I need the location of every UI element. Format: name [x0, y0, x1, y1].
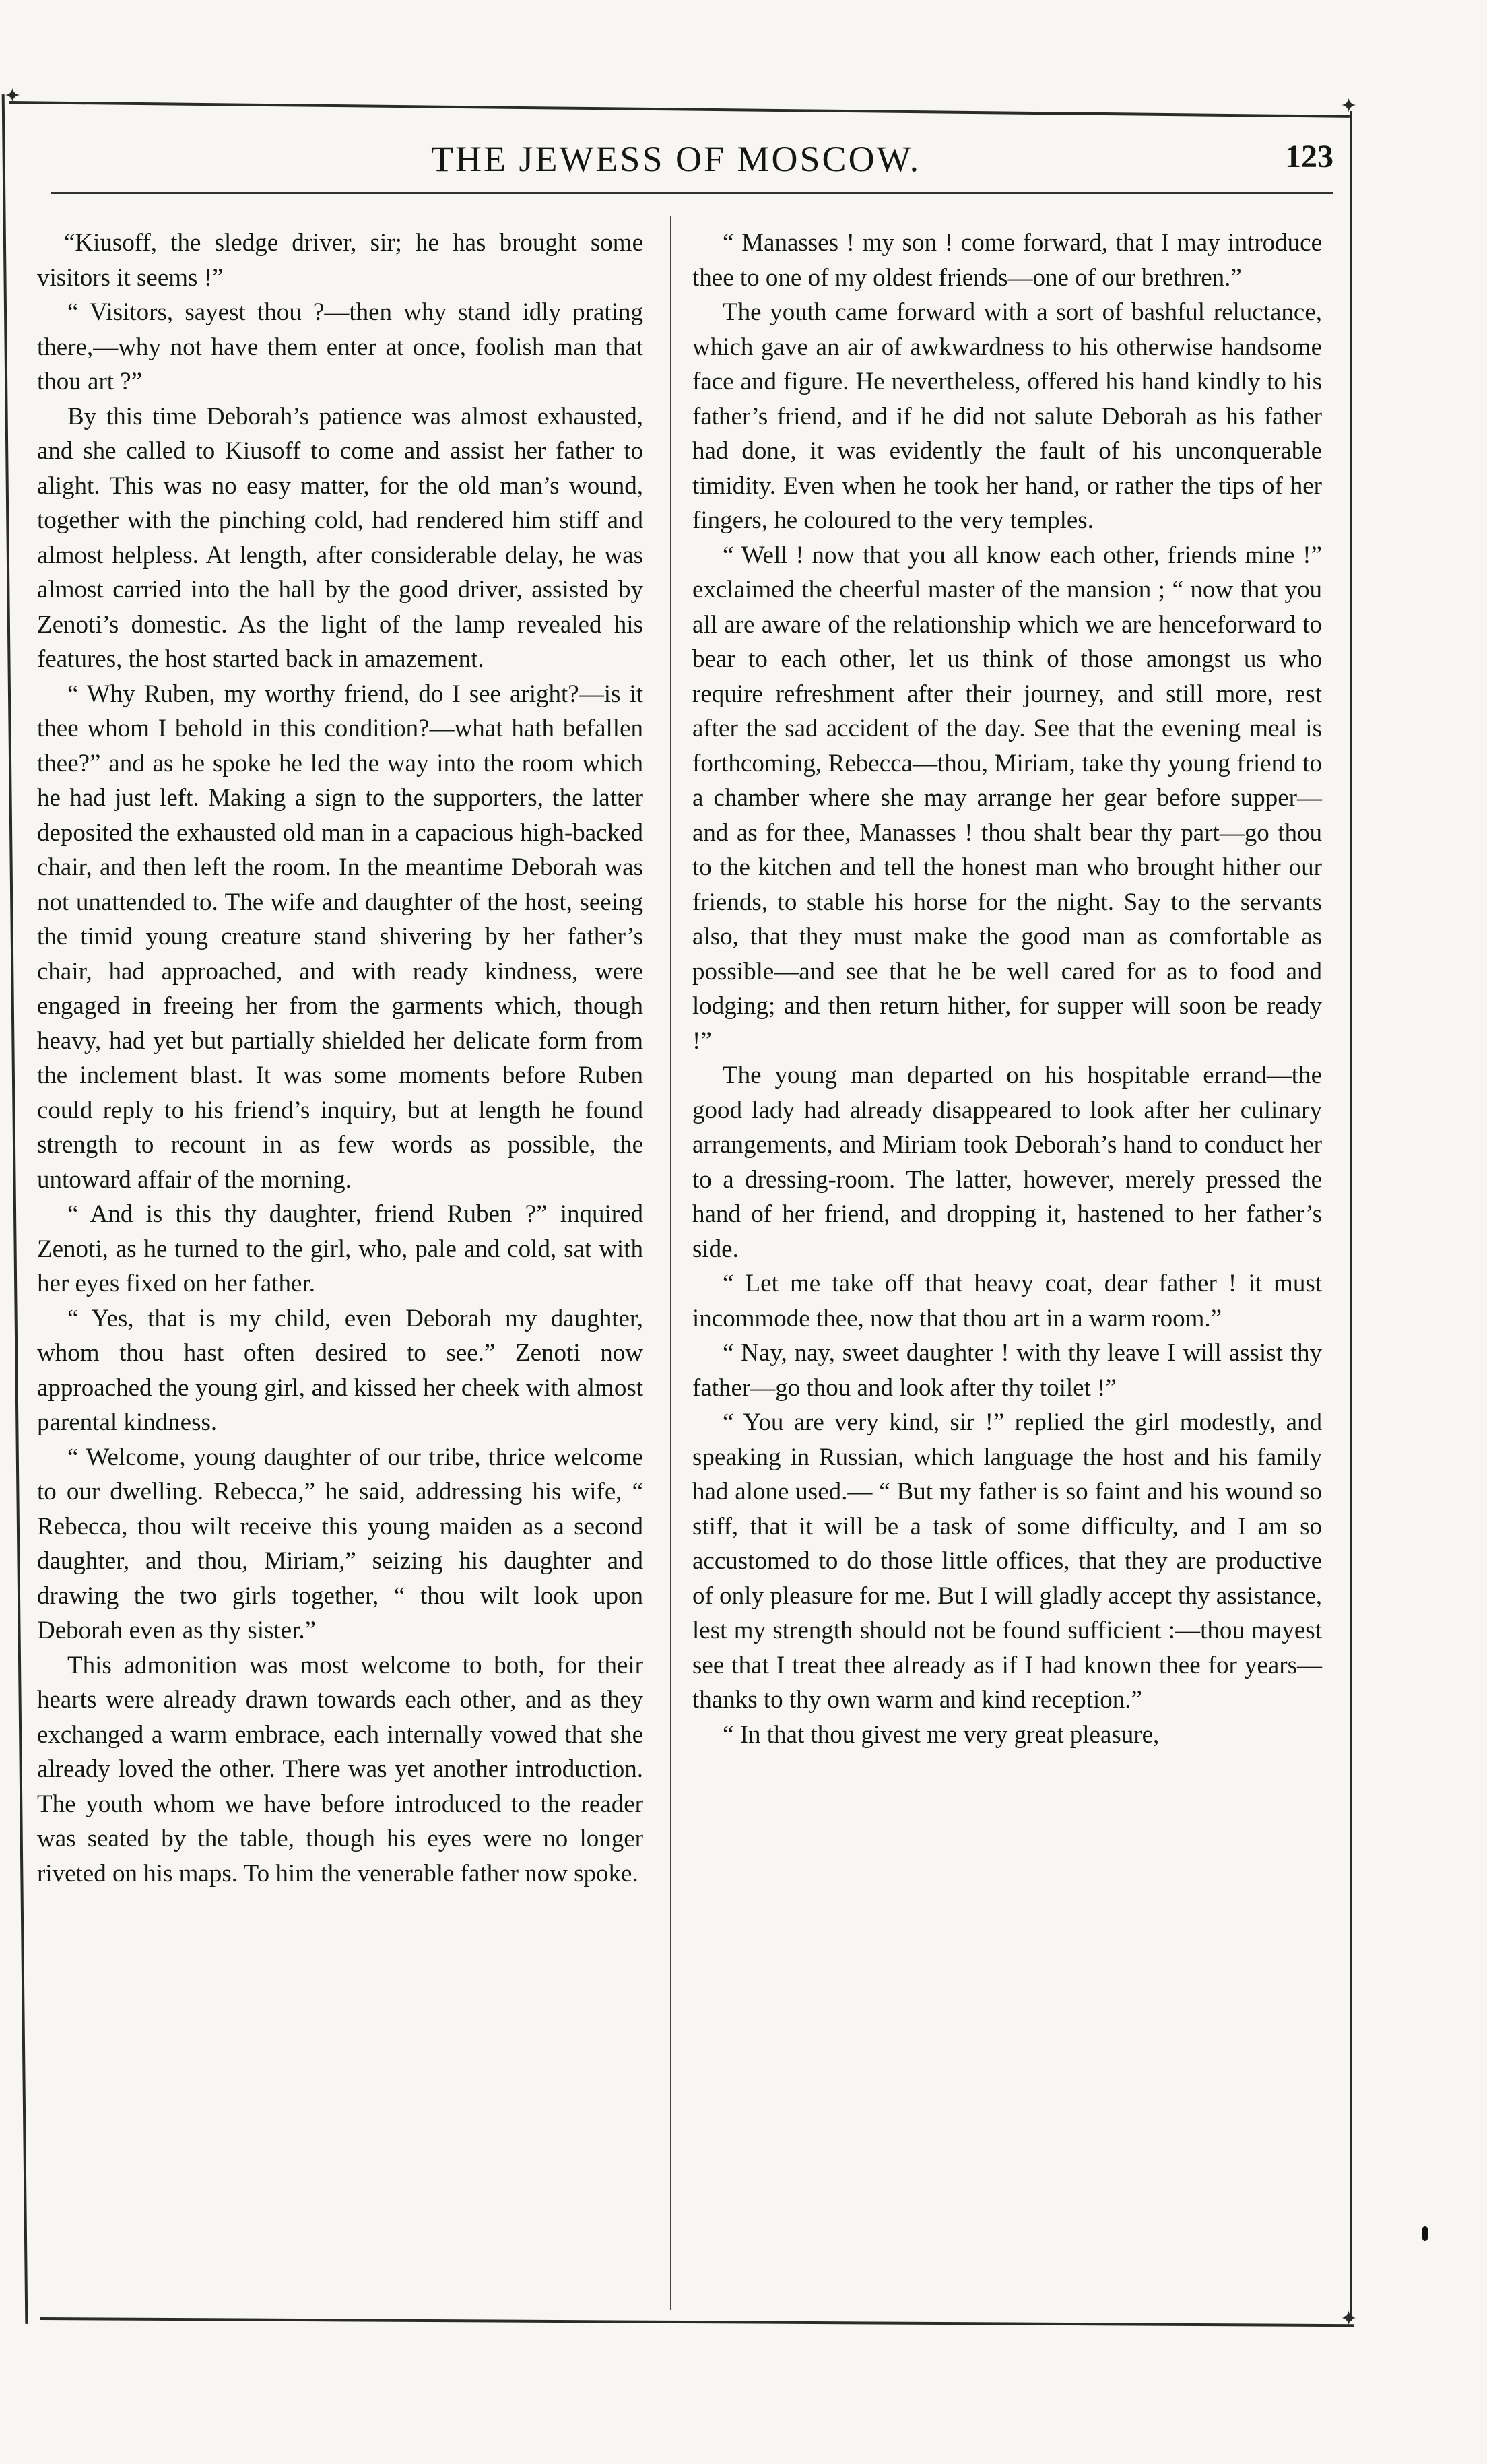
paragraph: “ Nay, nay, sweet daughter ! with thy leave I will assist thy father—go thou and look after thy toilet !” — [692, 1339, 1322, 1402]
page-border-right — [1350, 111, 1352, 2321]
paragraph: The youth came forward with a sort of bashful reluctance, which gave an air of awkwardness to his otherwise handsome face and figure. He nevertheless, offered his hand kindly to his father’s friend, and if he did not salute Deborah as his father had done, it was evidently the fault of his unconquerable timidity. Even when he took her hand, or rather the tips of her fingers, he coloured to the very temples. — [692, 298, 1322, 534]
page-border-bottom — [40, 2317, 1354, 2327]
right-column — [692, 226, 1322, 1752]
paragraph: “Kiusoff, the sledge driver, sir; he has brought some visitors it seems !” — [37, 229, 643, 292]
page-border-top — [9, 101, 1350, 118]
paragraph: “ Yes, that is my child, even Deborah my daughter, whom thou hast often desired to see.” Zenoti now approached the young girl, and kissed her cheek with almost parental kindness. — [37, 1304, 643, 1436]
corner-ornament-top-left: ✦ — [4, 85, 22, 107]
paragraph: “ Welcome, young daughter of our tribe, thrice welcome to our dwelling. Rebecca,” he said, addressing his wife, “ Rebecca, thou wilt receive this young maiden as a second daughter, and thou, Miriam,” seizing his daughter and drawing the two girls together, “ thou wilt look upon Deborah even as thy sister.” — [37, 1443, 643, 1644]
paragraph: “ And is this thy daughter, friend Ruben ?” inquired Zenoti, as he turned to the girl, who, pale and cold, sat with her eyes fixed on her father. — [37, 1200, 643, 1297]
paragraph: “ Why Ruben, my worthy friend, do I see aright?—is it thee whom I behold in this condition?—what hath befallen thee?” and as he spoke he led the way into the room which he had just left. Making a sign to the supporters, the latter deposited the exhausted old man in a capacious high-backed chair, and then left the room. In the meantime Deborah was not unattended to. The wife and daughter of the host, seeing the timid young creature stand shivering by her father’s chair, had approached, and with ready kindness, were engaged in freeing her from the garments which, though heavy, had yet but partially shielded her delicate form from the inclement blast. It was some moments before Ruben could reply to his friend’s inquiry, but at length he found strength to recount in as few words as possible, the untoward affair of the morning. — [37, 680, 643, 1194]
paragraph: The young man departed on his hospitable errand—the good lady had already disappeared to look after her culinary arrangements, and Miriam took Deborah’s hand to conduct her to a dressing-room. The latter, however, merely pressed the hand of her friend, and dropping it, hastened to her father’s side. — [692, 1062, 1322, 1263]
left-column — [37, 226, 643, 1891]
paragraph: “ Well ! now that you all know each other, friends mine !” exclaimed the cheerful master of the mansion ; “ now that you all are aware of the relationship which we are henceforward to bear to each other, let us think of those amongst us who require refreshment after their journey, and still more, rest after the sad accident of the day. See that the evening meal is forthcoming, Rebecca—thou, Miriam, take thy young friend to a chamber where she may arrange her gear before supper—and as for thee, Manasses ! thou shalt bear thy part—go thou to the kitchen and tell the honest man who brought hither our friends, to stable his horse for the night. Say to the servants also, that they must make the good man as comfortable as possible—and see that he be well cared for as to food and lodging; and then return hither, for supper will soon be ready !” — [692, 541, 1322, 1055]
paragraph: “ Manasses ! my son ! come forward, that I may introduce thee to one of my oldest friends—one of our brethren.” — [692, 229, 1322, 292]
paragraph: “ Let me take off that heavy coat, dear father ! it must incommode thee, now that thou art in a warm room.” — [692, 1270, 1322, 1332]
paragraph: This admonition was most welcome to both, for their hearts were already drawn towards each other, and as they exchanged a warm embrace, each internally vowed that she already loved the other. There was yet another introduction. The youth whom we have before introduced to the reader was seated by the table, though his eyes were no longer riveted on his maps. To him the venerable father now spoke. — [37, 1651, 643, 1887]
corner-ornament-top-right: ✦ — [1340, 95, 1358, 117]
paragraph: “ Visitors, sayest thou ?—then why stand idly prating there,—why not have them enter at once, foolish man that thou art ?” — [37, 298, 643, 395]
page-border-left — [2, 94, 28, 2324]
running-title: THE JEWESS OF MOSCOW. — [431, 139, 921, 179]
paragraph: “ You are very kind, sir !” replied the girl modestly, and speaking in Russian, which language the host and his family had alone used.— “ But my father is so faint and his wound so stiff, that it will be a task of some difficulty, and I am so accustomed to do those little offices, that they are productive of only pleasure for me. But I will gladly accept thy assistance, lest my strength should not be found sufficient :—thou mayest see that I treat thee already as if I had known thee for years—thanks to thy own warm and kind reception.” — [692, 1408, 1322, 1714]
paragraph: By this time Deborah’s patience was almost exhausted, and she called to Kiusoff to come and assist her father to alight. This was no easy matter, for the old man’s wound, together with the pinching cold, had rendered him stiff and almost helpless. At length, after considerable delay, he was almost carried into the hall by the good driver, assisted by Zenoti’s domestic. As the light of the lamp revealed his features, the host started back in amazement. — [37, 402, 643, 673]
paragraph: “ In that thou givest me very great pleasure, — [723, 1720, 1160, 1749]
header-rule — [51, 192, 1333, 194]
corner-ornament-bottom-right: ✦ — [1340, 2308, 1358, 2330]
page-number: 123 — [1285, 139, 1333, 174]
margin-ink-mark — [1422, 2226, 1428, 2241]
page-header — [54, 138, 1333, 192]
column-divider — [670, 216, 671, 2310]
